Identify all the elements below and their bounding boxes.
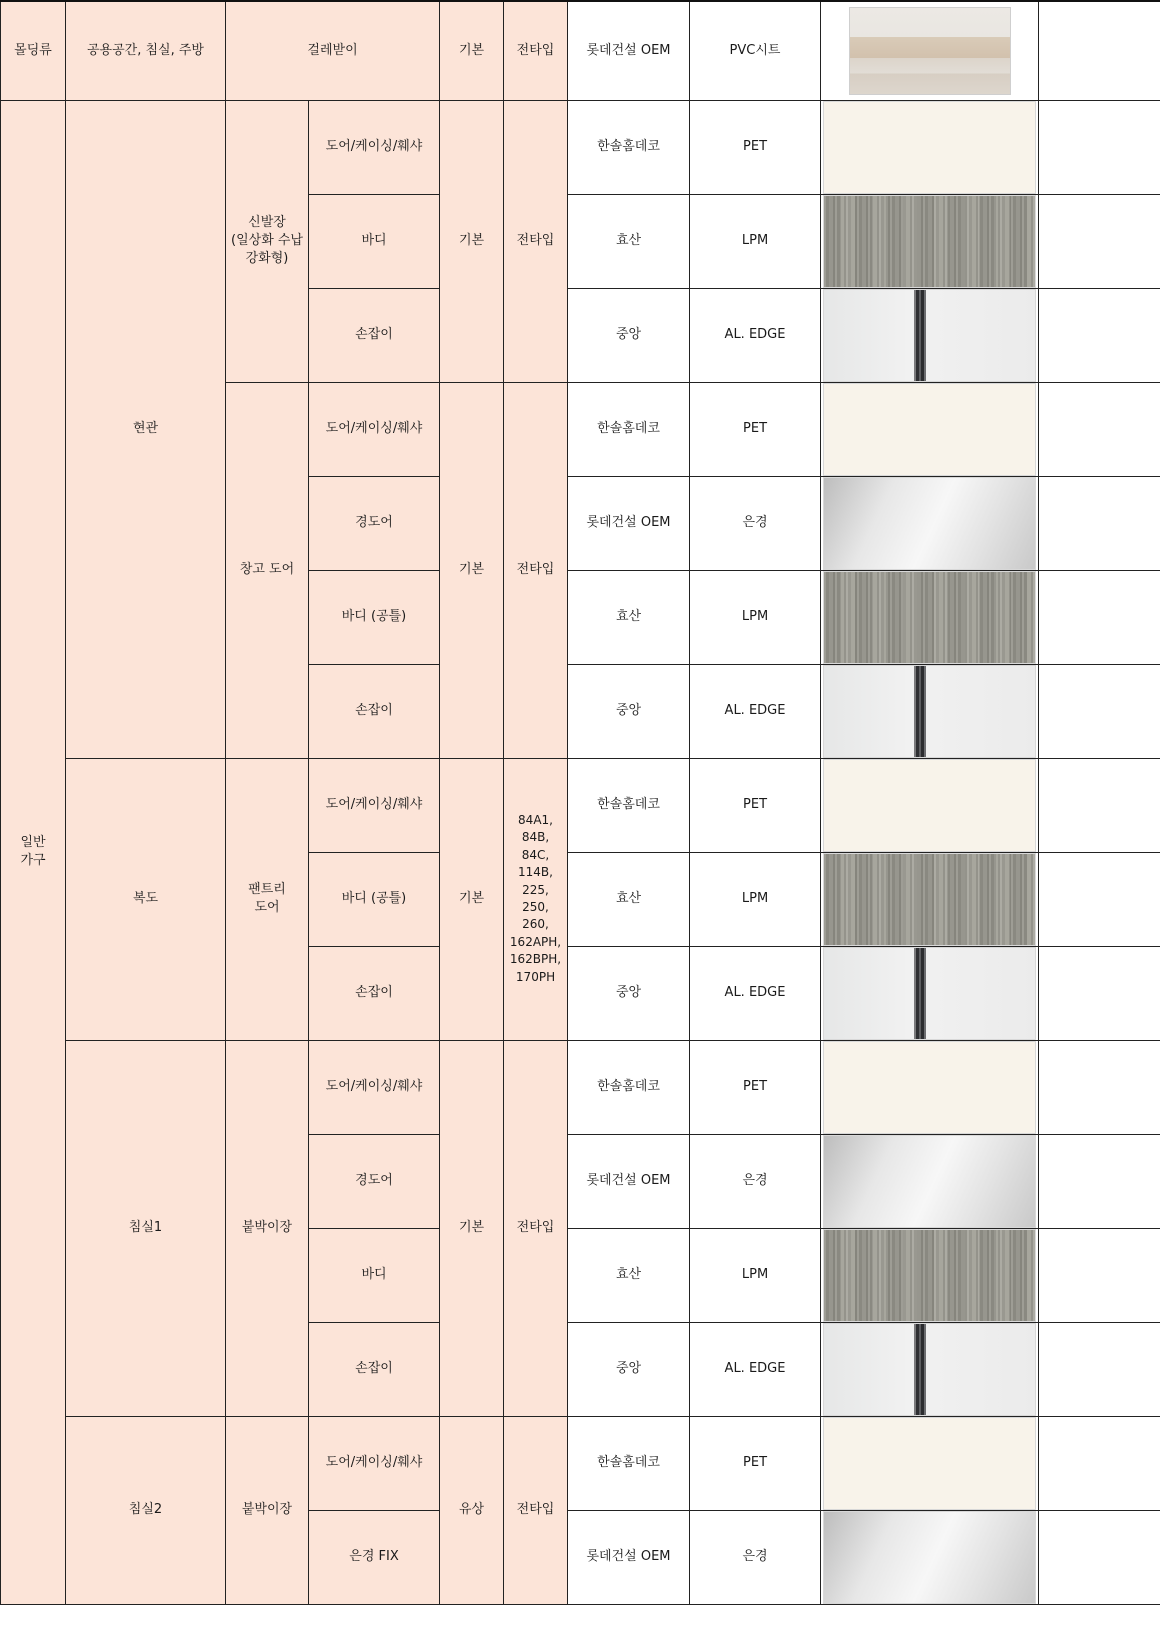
note-cell — [1039, 1228, 1160, 1322]
pet-swatch — [823, 101, 1036, 194]
option-cell: 기본 — [440, 1, 504, 100]
swatch-cell — [821, 1134, 1039, 1228]
item-cell: 붙박이장 — [226, 1416, 309, 1604]
note-cell — [1039, 852, 1160, 946]
maker-cell: 효산 — [568, 194, 690, 288]
option-cell: 기본 — [440, 382, 504, 758]
swatch-cell — [821, 1416, 1039, 1510]
swatch-cell — [821, 288, 1039, 382]
swatch-cell — [821, 1040, 1039, 1134]
maker-cell: 효산 — [568, 570, 690, 664]
pet-swatch — [823, 1041, 1036, 1134]
pet-swatch — [823, 383, 1036, 476]
part-cell: 손잡이 — [309, 946, 440, 1040]
lpm-swatch — [823, 1229, 1036, 1322]
note-cell — [1039, 1510, 1160, 1604]
part-cell: 은경 FIX — [309, 1510, 440, 1604]
material-cell: PET — [690, 1040, 821, 1134]
swatch-cell — [821, 194, 1039, 288]
maker-cell: 한솔홈데코 — [568, 758, 690, 852]
note-cell — [1039, 1134, 1160, 1228]
note-cell — [1039, 570, 1160, 664]
item-cell: 팬트리 도어 — [226, 758, 309, 1040]
material-cell: 은경 — [690, 476, 821, 570]
swatch-cell — [821, 852, 1039, 946]
note-cell — [1039, 1322, 1160, 1416]
type-cell: 전타입 — [504, 100, 568, 382]
option-cell: 유상 — [440, 1416, 504, 1604]
option-cell: 기본 — [440, 1040, 504, 1416]
maker-cell: 롯데건설 OEM — [568, 476, 690, 570]
space-cell: 복도 — [66, 758, 226, 1040]
material-cell: PET — [690, 382, 821, 476]
pet-swatch — [823, 759, 1036, 852]
swatch-cell — [821, 946, 1039, 1040]
swatch-cell — [821, 476, 1039, 570]
maker-cell: 롯데건설 OEM — [568, 1510, 690, 1604]
edge-bar — [914, 1324, 926, 1415]
material-cell: 은경 — [690, 1134, 821, 1228]
note-cell — [1039, 1040, 1160, 1134]
al-edge-swatch — [823, 947, 1036, 1040]
swatch-cell — [821, 758, 1039, 852]
note-cell — [1039, 288, 1160, 382]
maker-cell: 한솔홈데코 — [568, 100, 690, 194]
maker-cell: 효산 — [568, 1228, 690, 1322]
part-cell: 도어/케이싱/훼샤 — [309, 100, 440, 194]
note-cell — [1039, 946, 1160, 1040]
part-cell: 도어/케이싱/훼샤 — [309, 382, 440, 476]
maker-cell: 중앙 — [568, 664, 690, 758]
note-cell — [1039, 100, 1160, 194]
lpm-swatch — [823, 853, 1036, 946]
item-cell: 걸레받이 — [226, 1, 440, 100]
table-row — [1, 100, 1160, 194]
note-cell — [1039, 476, 1160, 570]
mirror-swatch — [823, 1135, 1036, 1228]
note-cell — [1039, 758, 1160, 852]
material-cell: AL. EDGE — [690, 664, 821, 758]
type-cell: 전타입 — [504, 1416, 568, 1604]
lpm-swatch — [823, 195, 1036, 288]
material-cell: LPM — [690, 570, 821, 664]
edge-bar — [914, 948, 926, 1039]
item-cell: 창고 도어 — [226, 382, 309, 758]
pvc-sheet-swatch — [849, 7, 1011, 95]
swatch-cell — [821, 570, 1039, 664]
table-row — [1, 758, 1160, 852]
material-cell: PET — [690, 758, 821, 852]
mirror-swatch — [823, 477, 1036, 570]
maker-cell: 중앙 — [568, 946, 690, 1040]
material-cell: AL. EDGE — [690, 288, 821, 382]
type-cell: 전타입 — [504, 1, 568, 100]
material-cell: PET — [690, 100, 821, 194]
edge-bar — [914, 290, 926, 381]
table-row — [1, 1416, 1160, 1510]
mirror-swatch — [823, 1511, 1036, 1604]
material-cell: 은경 — [690, 1510, 821, 1604]
swatch-cell — [821, 1322, 1039, 1416]
material-cell: LPM — [690, 852, 821, 946]
al-edge-swatch — [823, 1323, 1036, 1416]
item-cell: 붙박이장 — [226, 1040, 309, 1416]
part-cell: 손잡이 — [309, 288, 440, 382]
maker-cell: 롯데건설 OEM — [568, 1134, 690, 1228]
material-cell: LPM — [690, 194, 821, 288]
part-cell: 도어/케이싱/훼샤 — [309, 1040, 440, 1134]
part-cell: 바디 (공틀) — [309, 570, 440, 664]
maker-cell: 효산 — [568, 852, 690, 946]
space-cell: 공용공간, 침실, 주방 — [66, 1, 226, 100]
table-row — [1, 1040, 1160, 1134]
material-cell: PVC시트 — [690, 1, 821, 100]
maker-cell: 한솔홈데코 — [568, 382, 690, 476]
type-cell: 전타입 — [504, 382, 568, 758]
option-cell: 기본 — [440, 758, 504, 1040]
maker-cell: 한솔홈데코 — [568, 1040, 690, 1134]
swatch-cell — [821, 382, 1039, 476]
part-cell: 바디 — [309, 1228, 440, 1322]
swatch-cell — [821, 1, 1039, 100]
note-cell — [1039, 382, 1160, 476]
material-cell: PET — [690, 1416, 821, 1510]
note-cell — [1039, 1416, 1160, 1510]
swatch-cell — [821, 1228, 1039, 1322]
maker-cell: 한솔홈데코 — [568, 1416, 690, 1510]
part-cell: 바디 (공틀) — [309, 852, 440, 946]
type-cell: 전타입 — [504, 1040, 568, 1416]
pet-swatch — [823, 1417, 1036, 1510]
space-cell: 현관 — [66, 100, 226, 758]
swatch-cell — [821, 1510, 1039, 1604]
note-cell — [1039, 194, 1160, 288]
note-cell — [1039, 664, 1160, 758]
material-cell: LPM — [690, 1228, 821, 1322]
maker-cell: 롯데건설 OEM — [568, 1, 690, 100]
category-cell: 몰딩류 — [1, 1, 66, 100]
space-cell: 침실1 — [66, 1040, 226, 1416]
lpm-swatch — [823, 571, 1036, 664]
edge-bar — [914, 666, 926, 757]
option-cell: 기본 — [440, 100, 504, 382]
part-cell: 도어/케이싱/훼샤 — [309, 758, 440, 852]
material-cell: AL. EDGE — [690, 1322, 821, 1416]
note-cell — [1039, 1, 1160, 100]
al-edge-swatch — [823, 289, 1036, 382]
maker-cell: 중앙 — [568, 1322, 690, 1416]
type-cell: 84A1, 84B, 84C, 114B, 225, 250, 260, 162APH, 162BPH, 170PH — [504, 758, 568, 1040]
part-cell: 경도어 — [309, 476, 440, 570]
category-cell: 일반 가구 — [1, 100, 66, 1604]
swatch-cell — [821, 100, 1039, 194]
space-cell: 침실2 — [66, 1416, 226, 1604]
table-row — [1, 1, 1160, 100]
maker-cell: 중앙 — [568, 288, 690, 382]
part-cell: 손잡이 — [309, 1322, 440, 1416]
item-cell: 신발장 (일상화 수납 강화형) — [226, 100, 309, 382]
material-cell: AL. EDGE — [690, 946, 821, 1040]
swatch-cell — [821, 664, 1039, 758]
part-cell: 도어/케이싱/훼샤 — [309, 1416, 440, 1510]
al-edge-swatch — [823, 665, 1036, 758]
part-cell: 손잡이 — [309, 664, 440, 758]
part-cell: 경도어 — [309, 1134, 440, 1228]
part-cell: 바디 — [309, 194, 440, 288]
